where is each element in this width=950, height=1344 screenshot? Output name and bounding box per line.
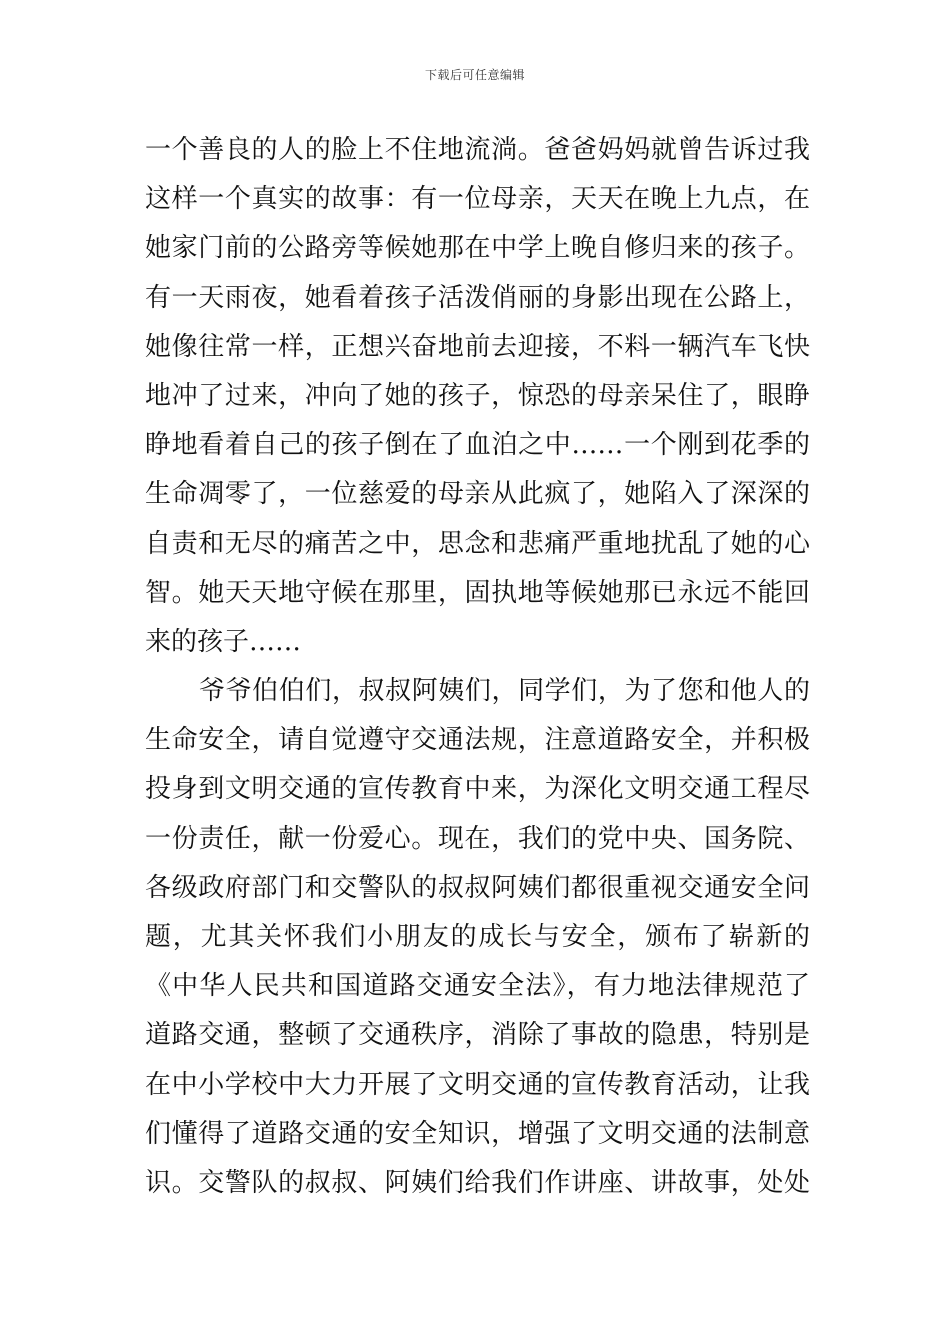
text-line: 自责和无尽的痛苦之中，思念和悲痛严重地扰乱了她的心 bbox=[145, 528, 810, 559]
document-body bbox=[145, 126, 810, 1208]
text-line: 各级政府部门和交警队的叔叔阿姨们都很重视交通安全问 bbox=[145, 872, 810, 903]
text-line: 睁地看着自己的孩子倒在了血泊之中……一个刚到花季的 bbox=[145, 430, 810, 461]
text-line: 这样一个真实的故事：有一位母亲，天天在晚上九点，在 bbox=[145, 184, 810, 215]
text-line: 一个善良的人的脸上不住地流淌。爸爸妈妈就曾告诉过我 bbox=[145, 135, 810, 165]
text-line: 生命凋零了，一位慈爱的母亲从此疯了，她陷入了深深的 bbox=[145, 479, 810, 510]
text-line: 识。交警队的叔叔、阿姨们给我们作讲座、讲故事，处处 bbox=[145, 1167, 810, 1198]
text-line: 地冲了过来，冲向了她的孩子，惊恐的母亲呆住了，眼睁 bbox=[145, 380, 810, 411]
text-line: 她像往常一样，正想兴奋地前去迎接，不料一辆汽车飞快 bbox=[145, 331, 810, 362]
paragraph-start-line: 爷爷伯伯们，叔叔阿姨们，同学们，为了您和他人的 bbox=[199, 676, 810, 707]
text-line: 有一天雨夜，她看着孩子活泼俏丽的身影出现在公路上， bbox=[145, 282, 810, 313]
page-header-note: 下载后可任意编辑 bbox=[424, 68, 525, 82]
text-line: 道路交通，整顿了交通秩序，消除了事故的隐患，特别是 bbox=[145, 1020, 810, 1051]
text-line: 题，尤其关怀我们小朋友的成长与安全，颁布了崭新的 bbox=[145, 922, 810, 952]
text-line: 生命安全，请自觉遵守交通法规，注意道路安全，并积极 bbox=[145, 725, 810, 756]
text-line: 《中华人民共和国道路交通安全法》，有力地法律规范了 bbox=[145, 971, 810, 1002]
text-line: 投身到文明交通的宣传教育中来，为深化文明交通工程尽 bbox=[145, 774, 810, 805]
text-line: 在中小学校中大力开展了文明交通的宣传教育活动，让我 bbox=[145, 1069, 810, 1100]
text-line: 她家门前的公路旁等候她那在中学上晚自修归来的孩子。 bbox=[145, 233, 810, 264]
paragraph-end-line: 来的孩子…… bbox=[145, 626, 302, 657]
text-line: 一份责任，献一份爱心。现在，我们的党中央、国务院、 bbox=[145, 823, 810, 854]
text-line: 智。她天天地守候在那里，固执地等候她那已永远不能回 bbox=[145, 577, 810, 608]
text-line: 们懂得了道路交通的安全知识，增强了文明交通的法制意 bbox=[145, 1118, 810, 1149]
